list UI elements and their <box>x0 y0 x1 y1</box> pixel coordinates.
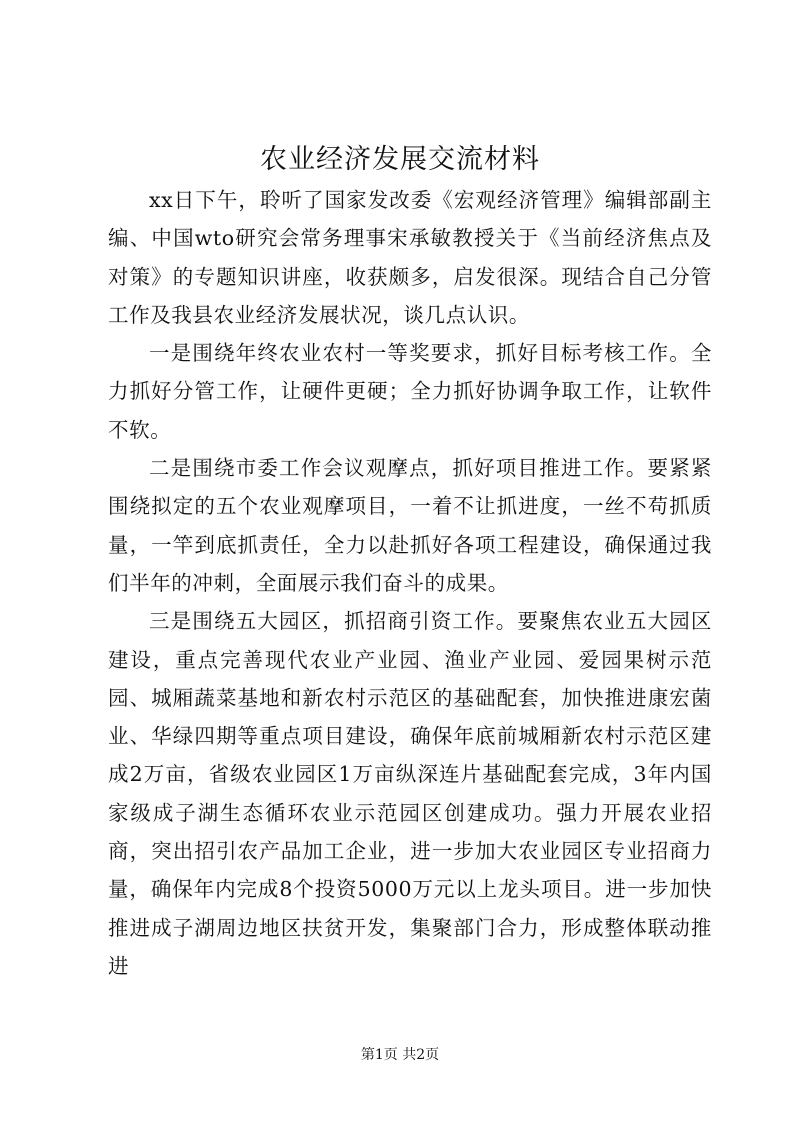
page-footer: 第1页 共2页 <box>360 1047 440 1063</box>
document-body <box>108 181 712 985</box>
paragraph-intro: xx日下午，聆听了国家发改委《宏观经济管理》编辑部副主编、中国wto研究会常务理事宋承敏教授关于《当前经济焦点及对策》的专题知识讲座，收获颇多，启发很深。现结合自己分管工作及我县农业经济发展状况，谈几点认识。 <box>108 188 712 327</box>
paragraph-point-one: 一是围绕年终农业农村一等奖要求，抓好目标考核工作。全力抓好分管工作，让硬件更硬；全力抓好协调争取工作，让软件不软。 <box>108 341 712 442</box>
paragraph-point-three: 三是围绕五大园区，抓招商引资工作。要聚焦农业五大园区建设，重点完善现代农业产业园、渔业产业园、爱园果树示范园、城厢蔬菜基地和新农村示范区的基础配套，加快推进康宏菌业、华绿四期等重点项目建设，确保年底前城厢新农村示范区建成2万亩，省级农业园区1万亩纵深连片基础配套完成，3年内国家级成子湖生态循环农业示范园区创建成功。强力开展农业招商，突出招引农产品加工企业，进一步加大农业园区专业招商力量，确保年内完成8个投资5000万元以上龙头项目。进一步加快推进成子湖周边地区扶贫开发，集聚部门合力，形成整体联动推进 <box>108 609 712 978</box>
paragraph-point-two: 二是围绕市委工作会议观摩点，抓好项目推进工作。要紧紧围绕拟定的五个农业观摩项目，一着不让抓进度，一丝不苟抓质量，一竿到底抓责任，全力以赴抓好各项工程建设，确保通过我们半年的冲刺，全面展示我们奋斗的成果。 <box>108 456 712 595</box>
document-title: 农业经济发展交流材料 <box>260 144 540 175</box>
